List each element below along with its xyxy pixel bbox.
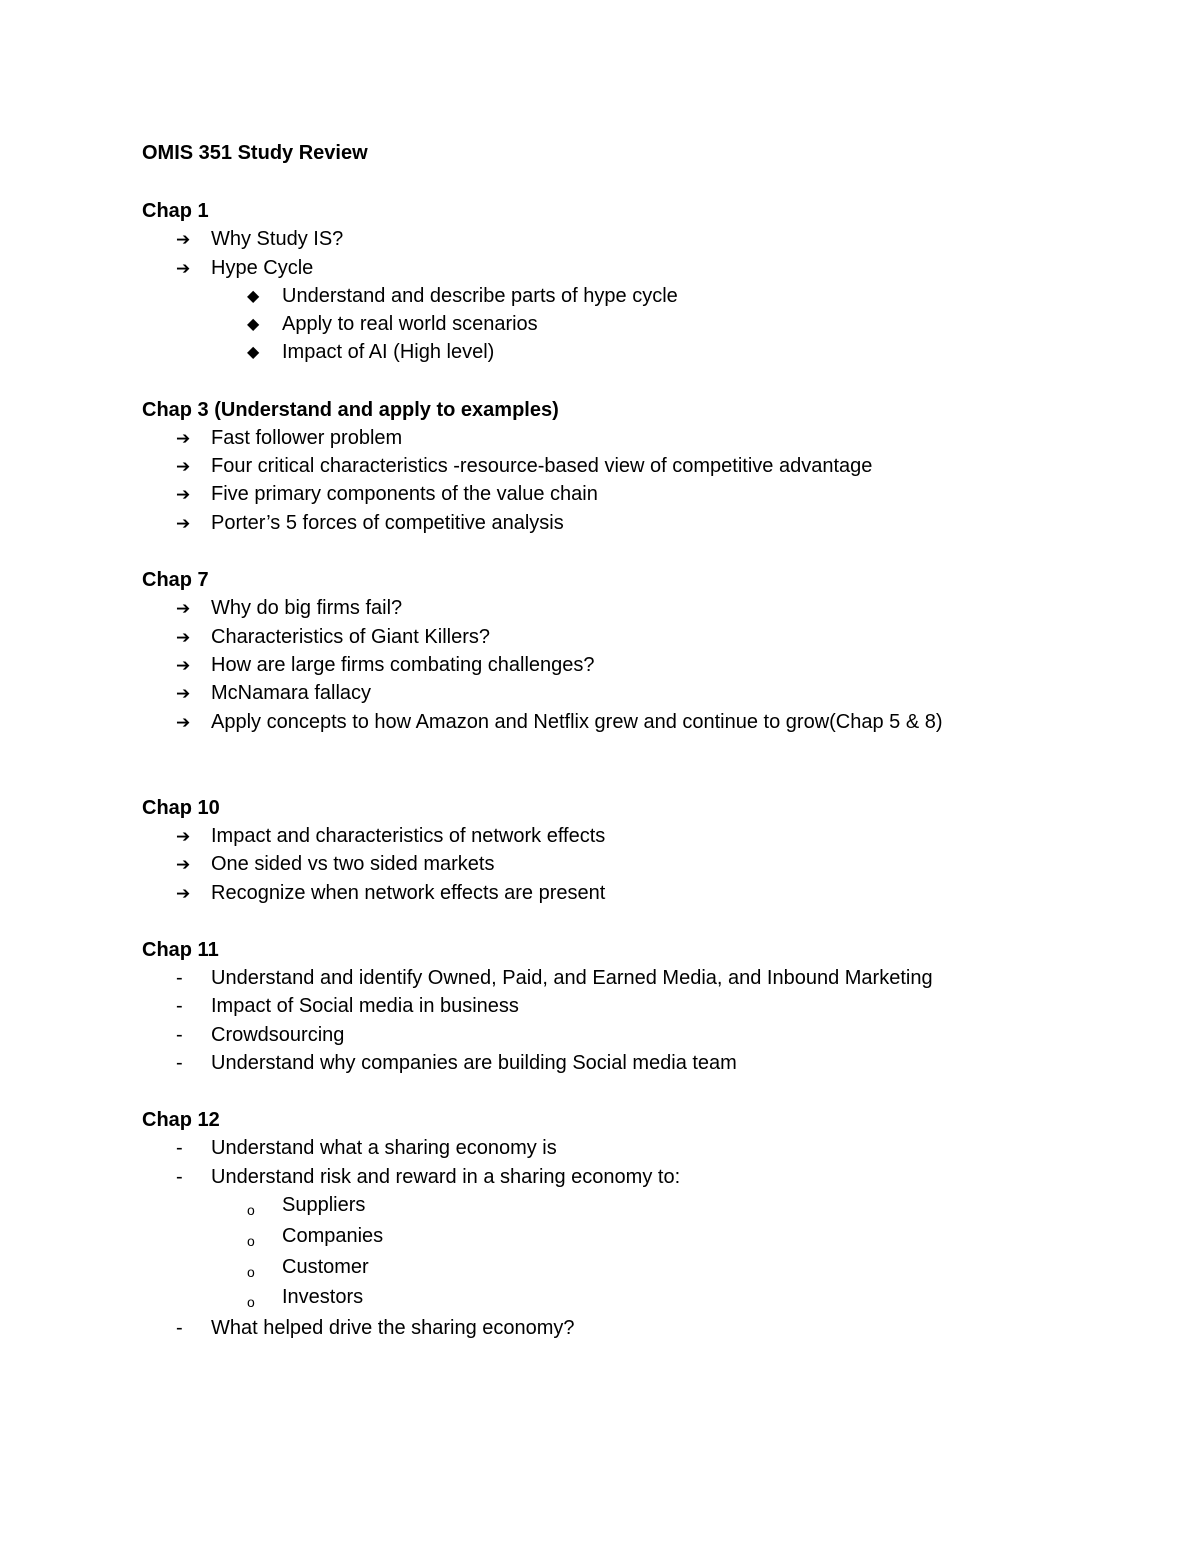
arrow-bullet-icon: ➔ <box>176 628 191 647</box>
list-item: Understand and identify Owned, Paid, and Earned Media, and Inbound Marketing <box>211 967 933 989</box>
list-item: Impact and characteristics of network effects <box>211 825 606 847</box>
dash-bullet-icon: - <box>176 1024 183 1046</box>
section-heading-chap-7: Chap 7 <box>142 569 209 591</box>
list-item: Understand what a sharing economy is <box>211 1137 557 1159</box>
list-item: What helped drive the sharing economy? <box>211 1317 575 1339</box>
arrow-bullet-icon: ➔ <box>176 457 191 476</box>
arrow-bullet-icon: ➔ <box>176 259 191 278</box>
dash-bullet-icon: - <box>176 1052 183 1074</box>
sub-list-item: Understand and describe parts of hype cycle <box>282 285 678 307</box>
arrow-bullet-icon: ➔ <box>176 485 191 504</box>
list-item: Impact of Social media in business <box>211 995 519 1017</box>
list-item: Why Study IS? <box>211 228 344 250</box>
circle-bullet-icon: o <box>247 1233 255 1249</box>
list-item: Hype Cycle <box>211 257 314 279</box>
list-item: Four critical characteristics -resource-based view of competitive advantage <box>211 455 873 477</box>
arrow-bullet-icon: ➔ <box>176 599 191 618</box>
list-item: How are large firms combating challenges? <box>211 654 595 676</box>
list-item: Recognize when network effects are present <box>211 882 606 904</box>
arrow-bullet-icon: ➔ <box>176 884 191 903</box>
list-item: One sided vs two sided markets <box>211 853 495 875</box>
sub-list-item: Impact of AI (High level) <box>282 341 495 363</box>
list-item: Fast follower problem <box>211 427 403 449</box>
sub-list-item: Companies <box>282 1225 384 1247</box>
sub-list-item: Investors <box>282 1286 364 1308</box>
section-heading-chap-10: Chap 10 <box>142 797 220 819</box>
section-heading-chap-1: Chap 1 <box>142 200 209 222</box>
diamond-bullet-icon: ◆ <box>247 288 260 305</box>
arrow-bullet-icon: ➔ <box>176 855 191 874</box>
diamond-bullet-icon: ◆ <box>247 316 260 333</box>
list-item: Apply concepts to how Amazon and Netflix grew and continue to grow(Chap 5 & 8) <box>211 711 943 733</box>
list-item: Crowdsourcing <box>211 1024 345 1046</box>
arrow-bullet-icon: ➔ <box>176 713 191 732</box>
list-item: Why do big firms fail? <box>211 597 403 619</box>
list-item: Characteristics of Giant Killers? <box>211 626 490 648</box>
dash-bullet-icon: - <box>176 995 183 1017</box>
list-item: Porter’s 5 forces of competitive analysis <box>211 512 564 534</box>
diamond-bullet-icon: ◆ <box>247 344 260 361</box>
circle-bullet-icon: o <box>247 1294 255 1310</box>
dash-bullet-icon: - <box>176 967 183 989</box>
arrow-bullet-icon: ➔ <box>176 429 191 448</box>
section-heading-chap-3: Chap 3 (Understand and apply to examples) <box>142 399 559 421</box>
dash-bullet-icon: - <box>176 1166 183 1188</box>
arrow-bullet-icon: ➔ <box>176 827 191 846</box>
dash-bullet-icon: - <box>176 1317 183 1339</box>
list-item: Five primary components of the value chain <box>211 483 598 505</box>
circle-bullet-icon: o <box>247 1264 255 1280</box>
arrow-bullet-icon: ➔ <box>176 230 191 249</box>
section-heading-chap-11: Chap 11 <box>142 939 219 961</box>
circle-bullet-icon: o <box>247 1202 255 1218</box>
document-title: OMIS 351 Study Review <box>142 142 368 164</box>
list-item: Understand risk and reward in a sharing economy to: <box>211 1166 681 1188</box>
list-item: Understand why companies are building Social media team <box>211 1052 737 1074</box>
section-heading-chap-12: Chap 12 <box>142 1109 220 1131</box>
arrow-bullet-icon: ➔ <box>176 514 191 533</box>
arrow-bullet-icon: ➔ <box>176 656 191 675</box>
sub-list-item: Suppliers <box>282 1194 366 1216</box>
dash-bullet-icon: - <box>176 1137 183 1159</box>
list-item: McNamara fallacy <box>211 682 372 704</box>
arrow-bullet-icon: ➔ <box>176 684 191 703</box>
sub-list-item: Customer <box>282 1256 369 1278</box>
sub-list-item: Apply to real world scenarios <box>282 313 538 335</box>
